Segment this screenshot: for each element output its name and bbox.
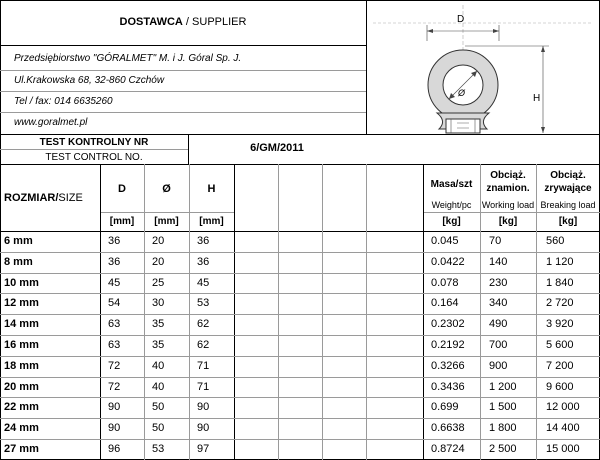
cell-phi: 30 xyxy=(152,297,165,310)
cell-work: 230 xyxy=(489,276,508,289)
cell-size: 24 mm xyxy=(4,422,39,435)
cell-h: 36 xyxy=(197,235,210,247)
cell-d: 36 xyxy=(108,255,121,268)
data-rows xyxy=(0,231,600,460)
cell-phi: 50 xyxy=(152,401,165,414)
cell-d: 63 xyxy=(108,339,121,351)
size-column-header: ROZMIAR/SIZE xyxy=(4,192,83,204)
cell-phi: 40 xyxy=(152,380,165,393)
cell-h: 62 xyxy=(197,339,210,351)
cell-size: 6 mm xyxy=(4,235,33,247)
test-number: 6/GM/2011 xyxy=(250,142,304,154)
mass-column-header-en: Weight/pc xyxy=(431,200,472,210)
cell-h: 53 xyxy=(197,297,210,310)
supplier-label-pl: DOSTAWCA xyxy=(119,16,183,28)
mass-column-header: Masa/szt xyxy=(430,179,473,190)
cell-phi: 40 xyxy=(152,359,165,372)
cell-size: 20 mm xyxy=(4,380,39,393)
drawing-label-phi: Ø xyxy=(458,88,466,98)
cell-size: 16 mm xyxy=(4,339,39,351)
cell-break: 1 840 xyxy=(546,276,574,289)
cell-h: 71 xyxy=(197,380,210,393)
table-row xyxy=(0,356,600,377)
cell-mass: 0.078 xyxy=(431,276,459,289)
phi-unit: [mm] xyxy=(154,216,179,227)
working-load-header-en: Working load xyxy=(481,200,535,210)
cell-work: 1 200 xyxy=(489,380,517,393)
breaking-load-unit: [kg] xyxy=(558,216,578,227)
table-row xyxy=(0,439,600,460)
d-column-header: D xyxy=(118,183,126,195)
cell-mass: 0.3266 xyxy=(431,359,465,372)
table-row xyxy=(0,314,600,335)
cell-size: 22 mm xyxy=(4,401,39,414)
cell-h: 90 xyxy=(197,401,210,414)
drawing-label-d: D xyxy=(457,14,465,25)
cell-h: 97 xyxy=(197,443,210,455)
cell-break: 14 400 xyxy=(546,422,580,435)
cell-work: 700 xyxy=(489,339,508,351)
cell-h: 45 xyxy=(197,276,210,289)
cell-size: 27 mm xyxy=(4,443,39,455)
cell-d: 45 xyxy=(108,276,121,289)
cell-mass: 0.0422 xyxy=(431,255,465,268)
cell-work: 70 xyxy=(489,235,502,247)
cell-break: 12 000 xyxy=(546,401,580,414)
company-phone: Tel / fax: 014 6635260 xyxy=(14,96,113,107)
phi-column-header: Ø xyxy=(162,183,171,195)
working-load-header: Obciąż. xyxy=(490,170,526,181)
table-row xyxy=(0,231,600,252)
cell-d: 54 xyxy=(108,297,121,310)
cell-break: 560 xyxy=(546,235,565,247)
cell-d: 72 xyxy=(108,380,121,393)
cell-h: 71 xyxy=(197,359,210,372)
cell-break: 9 600 xyxy=(546,380,574,393)
cell-mass: 0.3436 xyxy=(431,380,465,393)
cell-d: 96 xyxy=(108,443,121,455)
cell-break: 5 600 xyxy=(546,339,574,351)
cell-work: 900 xyxy=(489,359,508,372)
supplier-title: DOSTAWCA / SUPPLIER xyxy=(119,16,247,28)
working-load-unit: [kg] xyxy=(498,216,518,227)
cell-size: 8 mm xyxy=(4,255,33,268)
cell-d: 90 xyxy=(108,422,121,435)
supplier-label-en: SUPPLIER xyxy=(192,16,247,28)
working-load-header-2: znamion. xyxy=(486,183,530,194)
company-website: www.goralmet.pl xyxy=(14,117,88,128)
test-label-en: TEST CONTROL NO. xyxy=(45,152,143,163)
cell-h: 36 xyxy=(197,255,210,268)
cell-mass: 0.045 xyxy=(431,235,459,247)
cell-size: 10 mm xyxy=(4,276,39,289)
cell-size: 14 mm xyxy=(4,318,39,331)
table-row xyxy=(0,397,600,418)
h-unit: [mm] xyxy=(199,216,224,227)
table-row xyxy=(0,252,600,273)
cell-d: 72 xyxy=(108,359,121,372)
cell-mass: 0.164 xyxy=(431,297,459,310)
d-unit: [mm] xyxy=(109,216,135,227)
cell-phi: 35 xyxy=(152,318,165,331)
cell-phi: 20 xyxy=(152,235,165,247)
table-row xyxy=(0,335,600,356)
test-label-pl: TEST KONTROLNY NR xyxy=(39,137,149,148)
cell-size: 12 mm xyxy=(4,297,39,310)
mass-unit: [kg] xyxy=(442,216,461,227)
cell-d: 63 xyxy=(108,318,121,331)
table-row xyxy=(0,418,600,439)
cell-phi: 50 xyxy=(152,422,165,435)
cell-work: 340 xyxy=(489,297,508,310)
cell-phi: 35 xyxy=(152,339,165,351)
cell-phi: 25 xyxy=(152,276,165,289)
cell-phi: 20 xyxy=(152,255,165,268)
cell-work: 140 xyxy=(489,255,508,268)
table-row xyxy=(0,273,600,294)
cell-size: 18 mm xyxy=(4,359,39,372)
cell-break: 3 920 xyxy=(546,318,574,331)
company-address: Ul.Krakowska 68, 32-860 Czchów xyxy=(14,75,165,86)
cell-mass: 0.2302 xyxy=(431,318,465,331)
cell-break: 7 200 xyxy=(546,359,574,372)
company-name: Przedsiębiorstwo "GÓRALMET" M. i J. Góral Sp. J. xyxy=(14,53,242,64)
eye-nut-drawing xyxy=(367,1,599,134)
cell-mass: 0.2192 xyxy=(431,339,465,351)
cell-h: 90 xyxy=(197,422,210,435)
breaking-load-header: Obciąż. xyxy=(550,170,586,181)
cell-work: 1 800 xyxy=(489,422,517,435)
supplier-divider xyxy=(0,45,366,46)
cell-phi: 53 xyxy=(152,443,165,455)
cell-break: 15 000 xyxy=(546,443,580,455)
h-column-header: H xyxy=(207,183,216,195)
drawing-label-h: H xyxy=(533,93,541,104)
breaking-load-header-2: zrywające xyxy=(544,183,592,194)
breaking-load-header-en: Breaking load xyxy=(540,200,596,210)
cell-d: 90 xyxy=(108,401,121,414)
cell-mass: 0.6638 xyxy=(431,422,465,435)
table-row xyxy=(0,377,600,398)
table-row xyxy=(0,293,600,314)
cell-h: 62 xyxy=(197,318,210,331)
cell-break: 1 120 xyxy=(546,255,574,268)
cell-mass: 0.8724 xyxy=(431,443,465,455)
cell-work: 2 500 xyxy=(489,443,517,455)
cell-work: 1 500 xyxy=(489,401,517,414)
cell-d: 36 xyxy=(108,235,121,247)
cell-mass: 0.699 xyxy=(431,401,459,414)
cell-break: 2 720 xyxy=(546,297,574,310)
cell-work: 490 xyxy=(489,318,508,331)
